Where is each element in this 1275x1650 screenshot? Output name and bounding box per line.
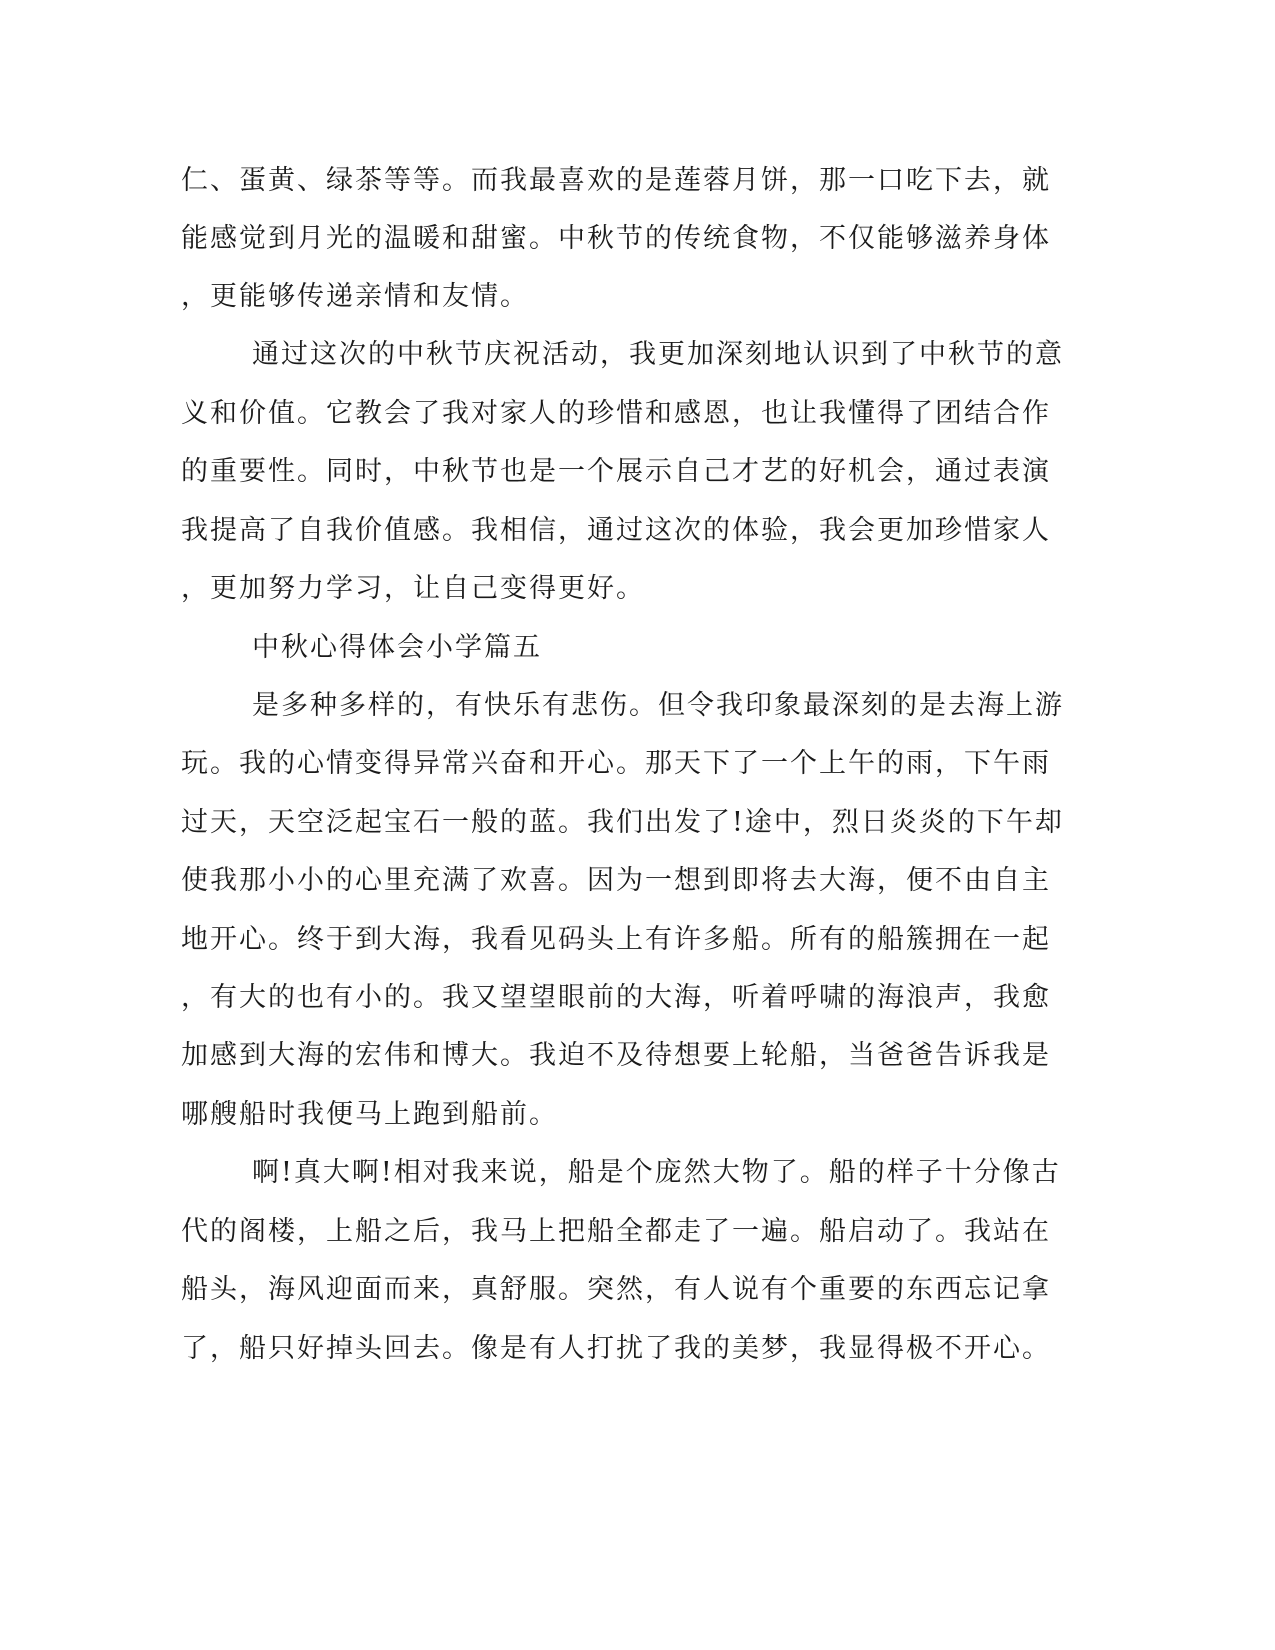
text-line: 仁、蛋黄、绿茶等等。而我最喜欢的是莲蓉月饼，那一口吃下去，就	[181, 165, 1051, 196]
text-line: 是多种多样的，有快乐有悲伤。但令我印象最深刻的是去海上游	[252, 690, 1064, 721]
text-line: 啊!真大啊!相对我来说，船是个庞然大物了。船的样子十分像古	[252, 1157, 1061, 1188]
text-line: 义和价值。它教会了我对家人的珍惜和感恩，也让我懂得了团结合作	[181, 398, 1051, 429]
text-line: 过天，天空泛起宝石一般的蓝。我们出发了!途中，烈日炎炎的下午却	[181, 807, 1064, 838]
text-line: 地开心。终于到大海，我看见码头上有许多船。所有的船簇拥在一起	[181, 924, 1051, 955]
text-line: ，更能够传递亲情和友情。	[181, 281, 529, 312]
text-line: 的重要性。同时，中秋节也是一个展示自己才艺的好机会，通过表演	[181, 456, 1051, 487]
text-line: 哪艘船时我便马上跑到船前。	[181, 1099, 558, 1130]
text-line: ，更加努力学习，让自己变得更好。	[181, 573, 645, 604]
text-line: 我提高了自我价值感。我相信，通过这次的体验，我会更加珍惜家人	[181, 515, 1051, 546]
section-heading: 中秋心得体会小学篇五	[252, 632, 542, 663]
text-line: ，有大的也有小的。我又望望眼前的大海，听着呼啸的海浪声，我愈	[181, 982, 1051, 1013]
text-line: 使我那小小的心里充满了欢喜。因为一想到即将去大海，便不由自主	[181, 865, 1051, 896]
text-line: 船头，海风迎面而来，真舒服。突然，有人说有个重要的东西忘记拿	[181, 1274, 1051, 1305]
text-line: 了，船只好掉头回去。像是有人打扰了我的美梦，我显得极不开心。	[181, 1333, 1051, 1364]
text-line: 玩。我的心情变得异常兴奋和开心。那天下了一个上午的雨，下午雨	[181, 748, 1051, 779]
text-line: 通过这次的中秋节庆祝活动，我更加深刻地认识到了中秋节的意	[252, 339, 1064, 370]
text-line: 代的阁楼，上船之后，我马上把船全都走了一遍。船启动了。我站在	[181, 1216, 1051, 1247]
text-line: 能感觉到月光的温暖和甜蜜。中秋节的传统食物，不仅能够滋养身体	[181, 223, 1051, 254]
text-line: 加感到大海的宏伟和博大。我迫不及待想要上轮船，当爸爸告诉我是	[181, 1040, 1051, 1071]
